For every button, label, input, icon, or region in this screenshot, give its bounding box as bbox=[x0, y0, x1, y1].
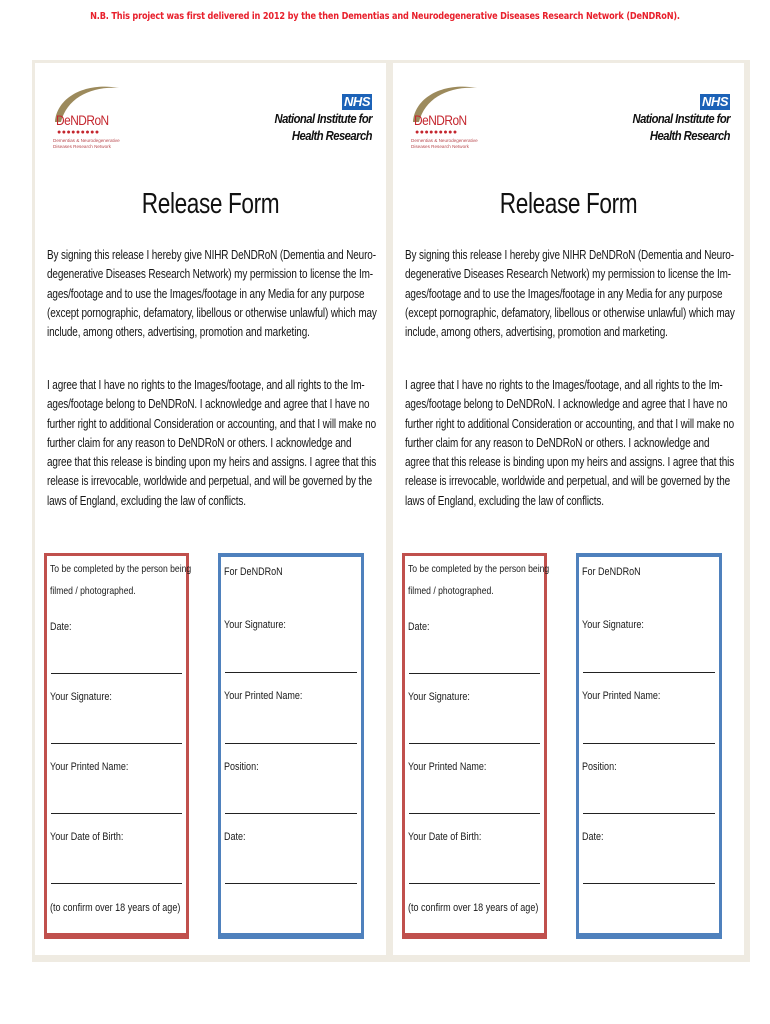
dendron-date-line[interactable] bbox=[225, 883, 357, 884]
dendron-position-label: Position: bbox=[582, 761, 617, 773]
participant-intro-2: filmed / photographed. bbox=[50, 585, 136, 597]
dendron-printed-name-line[interactable] bbox=[583, 743, 715, 744]
participant-printed-name-line[interactable] bbox=[409, 813, 540, 814]
nihr-line-1: National Institute for bbox=[274, 112, 372, 126]
dendron-name: DeNDRoN bbox=[414, 112, 467, 128]
dendron-signature-label: Your Signature: bbox=[224, 619, 286, 631]
nhs-badge: NHS bbox=[702, 94, 728, 109]
nhs-badge: NHS bbox=[344, 94, 370, 109]
dendron-position-label: Position: bbox=[224, 761, 259, 773]
dendron-name: DeNDRoN bbox=[56, 112, 109, 128]
participant-date-label: Date: bbox=[408, 621, 430, 633]
rights-paragraph: I agree that I have no rights to the Images/footage, and all rights to the Im-ages/footage belong to DeNDRoN. I acknowledge and agree that I have no further right to additional Consideration or accounting, and that I will make no further claim for any reason to DeNDRoN or others. I acknowledge and agree that this release is binding upon my heirs and assigns. I agree that this release is irrevocable, worldwide and perpetual, and will be governed by the laws of England, excluding the law of conflicts. bbox=[405, 378, 735, 508]
participant-section bbox=[44, 553, 192, 939]
release-form-copy-left bbox=[35, 63, 386, 955]
document-page bbox=[32, 60, 750, 962]
participant-intro-1: To be completed by the person being bbox=[408, 563, 550, 575]
participant-dob-label: Your Date of Birth: bbox=[408, 831, 482, 843]
nihr-logo bbox=[232, 93, 372, 145]
participant-printed-name-line[interactable] bbox=[51, 813, 182, 814]
nihr-line-2: Health Research bbox=[291, 129, 372, 143]
participant-date-line[interactable] bbox=[51, 673, 182, 674]
age-confirmation-note: (to confirm over 18 years of age) bbox=[408, 902, 539, 914]
participant-date-label: Date: bbox=[50, 621, 72, 633]
dendron-heading: For DeNDRoN bbox=[224, 566, 283, 578]
participant-intro-1: To be completed by the person being bbox=[50, 563, 192, 575]
dendron-position-line[interactable] bbox=[583, 813, 715, 814]
dendron-dots: ●●●●●●●●● bbox=[415, 129, 458, 136]
nihr-line-1: National Institute for bbox=[632, 112, 730, 126]
dendron-printed-name-label: Your Printed Name: bbox=[582, 690, 661, 702]
dendron-subtitle: Dementias & Neurodegenerative Diseases Research Network bbox=[53, 138, 120, 149]
dendron-subtitle: Dementias & Neurodegenerative Diseases Research Network bbox=[411, 138, 478, 149]
dendron-printed-name-line[interactable] bbox=[225, 743, 357, 744]
dendron-dots: ●●●●●●●●● bbox=[57, 129, 100, 136]
permission-paragraph: By signing this release I hereby give NIHR DeNDRoN (Dementia and Neuro-degenerative Diseases Research Network) my permission to license the Im-ages/footage and to use the Images/footage in any Media for any purpose (except pornographic, defamatory, libellous or otherwise unlawful) which may include, among others, advertising, promotion and marketing. bbox=[47, 248, 377, 340]
rights-paragraph: I agree that I have no rights to the Images/footage, and all rights to the Im-ages/footage belong to DeNDRoN. I acknowledge and agree that I have no further right to additional Consideration or accounting, and that I will make no further claim for any reason to DeNDRoN or others. I acknowledge and agree that this release is binding upon my heirs and assigns. I agree that this release is irrevocable, worldwide and perpetual, and will be governed by the laws of England, excluding the law of conflicts. bbox=[47, 378, 377, 508]
dendron-date-label: Date: bbox=[224, 831, 246, 843]
form-title: Release Form bbox=[141, 188, 280, 220]
dendron-section bbox=[576, 553, 722, 939]
dendron-signature-line[interactable] bbox=[225, 672, 357, 673]
dendron-position-line[interactable] bbox=[225, 813, 357, 814]
nihr-logo bbox=[590, 93, 730, 145]
project-notice: N.B. This project was first delivered in 2012 by the then Dementias and Neurodegenerative Diseases Research Network (DeNDRoN). bbox=[90, 11, 680, 22]
participant-printed-name-label: Your Printed Name: bbox=[408, 761, 487, 773]
participant-intro-2: filmed / photographed. bbox=[408, 585, 494, 597]
participant-printed-name-label: Your Printed Name: bbox=[50, 761, 129, 773]
dendron-printed-name-label: Your Printed Name: bbox=[224, 690, 303, 702]
participant-signature-label: Your Signature: bbox=[50, 691, 112, 703]
age-confirmation-note: (to confirm over 18 years of age) bbox=[50, 902, 181, 914]
dendron-signature-label: Your Signature: bbox=[582, 619, 644, 631]
participant-date-line[interactable] bbox=[409, 673, 540, 674]
dendron-signature-line[interactable] bbox=[583, 672, 715, 673]
participant-dob-line[interactable] bbox=[409, 883, 540, 884]
participant-signature-line[interactable] bbox=[51, 743, 182, 744]
participant-section bbox=[402, 553, 550, 939]
form-title: Release Form bbox=[499, 188, 638, 220]
dendron-heading: For DeNDRoN bbox=[582, 566, 641, 578]
participant-dob-line[interactable] bbox=[51, 883, 182, 884]
nihr-line-2: Health Research bbox=[649, 129, 730, 143]
dendron-logo bbox=[405, 80, 485, 156]
participant-signature-line[interactable] bbox=[409, 743, 540, 744]
permission-paragraph: By signing this release I hereby give NIHR DeNDRoN (Dementia and Neuro-degenerative Diseases Research Network) my permission to license the Im-ages/footage and to use the Images/footage in any Media for any purpose (except pornographic, defamatory, libellous or otherwise unlawful) which may include, among others, advertising, promotion and marketing. bbox=[405, 248, 735, 340]
release-form-copy-right bbox=[393, 63, 744, 955]
dendron-date-label: Date: bbox=[582, 831, 604, 843]
dendron-section bbox=[218, 553, 364, 939]
participant-dob-label: Your Date of Birth: bbox=[50, 831, 124, 843]
participant-signature-label: Your Signature: bbox=[408, 691, 470, 703]
dendron-date-line[interactable] bbox=[583, 883, 715, 884]
dendron-logo bbox=[47, 80, 127, 156]
